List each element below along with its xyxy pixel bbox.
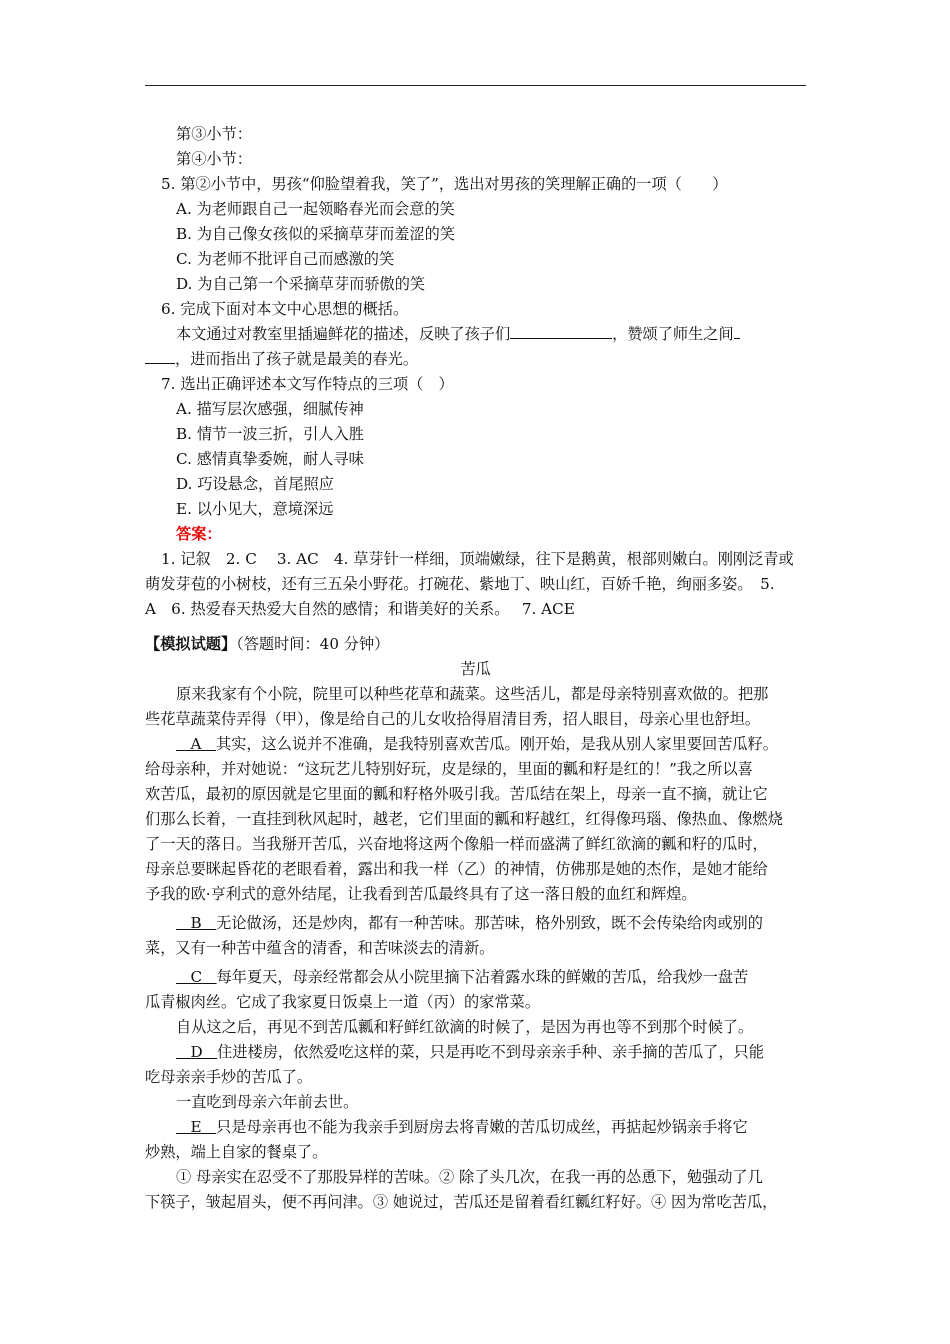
text-line: 第④小节： (176, 150, 252, 168)
paragraph-line: ① 母亲实在忍受不了那股异样的苦味。② 除了头几次，在我一再的怂恿下，勉强动了几 (176, 1168, 763, 1186)
text-line: 第③小节： (176, 125, 252, 143)
q6-text-b: ，赞颂了师生之间 (612, 325, 734, 343)
answer-line: 1. 记叙 2. C 3. AC 4. 草芽针一样细，顶端嫩绿，往下是鹅黄，根部则嫩白。刚刚泛青或 (161, 550, 794, 568)
fill-blank-2-start[interactable] (734, 322, 740, 339)
paragraph-text: 其实，这么说并不准确，是我特别喜欢苦瓜。刚开始，是我从别人家里要回苦瓜籽。 (215, 735, 778, 753)
mock-time: （答题时间：40 分钟） (236, 635, 390, 653)
q7-option-b: B. 情节一波三折，引人入胜 (176, 425, 364, 443)
q7-option-d: D. 巧设悬念，首尾照应 (176, 475, 334, 493)
document-body (145, 122, 806, 1215)
paragraph-line (145, 1115, 806, 1140)
q5-option-b: B. 为自己像女孩似的采摘草芽而羞涩的笑 (176, 225, 456, 243)
question-6-stem: 6. 完成下面对本文中心思想的概括。 (161, 300, 409, 318)
paragraph-text: 每年夏天，母亲经常都会从小院里摘下沾着露水珠的鲜嫩的苦瓜，给我炒一盘苦 (216, 968, 749, 986)
answer-line: A 6. 热爱春天热爱大自然的感情；和谐美好的关系。 7. ACE (145, 600, 575, 618)
paragraph-text: 只是母亲再也不能为我亲手到厨房去将青嫩的苦瓜切成丝，再掂起炒锅亲手将它 (216, 1118, 748, 1136)
paragraph-line: 下筷子，皱起眉头，便不再问津。③ 她说过，苦瓜还是留着看红瓤红籽好。④ 因为常吃苦瓜， (145, 1193, 778, 1211)
paragraph-line: 菜，又有一种苦中蕴含的清香，和苦味淡去的清新。 (145, 939, 495, 957)
answers-label: 答案： (176, 525, 222, 543)
paragraph-line: 母亲总要眯起昏花的老眼看着，露出和我一样（乙）的神情，仿佛那是她的杰作，是她才能给 (145, 860, 768, 878)
q6-line-1 (145, 322, 806, 347)
q5-option-d: D. 为自己第一个采摘草芽而骄傲的笑 (176, 275, 426, 293)
fill-blank-1[interactable] (510, 322, 612, 339)
paragraph-line: 吃母亲亲手炒的苦瓜了。 (145, 1068, 313, 1086)
paragraph-line (145, 732, 806, 757)
question-5-stem: 5. 第②小节中，男孩“仰脸望着我，笑了”，选出对男孩的笑理解正确的一项（ ） (161, 175, 728, 193)
fill-blank-2[interactable] (145, 347, 175, 364)
q6-text-c: ，进而指出了孩子就是最美的春光。 (175, 350, 418, 368)
paragraph-line: 们那么长着，一直挂到秋风起时，越老，它们里面的瓤和籽越红，红得像玛瑙、像热血、像燃烧 (145, 810, 783, 828)
paragraph-line: 给母亲种，并对她说：“这玩艺儿特别好玩，皮是绿的，里面的瓤和籽是红的！”我之所以喜 (145, 760, 753, 778)
q7-option-c: C. 感情真挚委婉，耐人寻味 (176, 450, 364, 468)
paragraph-line: 自从这之后，再见不到苦瓜瓤和籽鲜红欲滴的时候了，是因为再也等不到那个时候了。 (176, 1018, 754, 1036)
paragraph-line (145, 965, 806, 990)
header-rule (145, 85, 806, 86)
paragraph-line: 瓜青椒肉丝。它成了我家夏日饭桌上一道（丙）的家常菜。 (145, 993, 540, 1011)
q5-option-c: C. 为老师不批评自己而感激的笑 (176, 250, 395, 268)
mock-heading (145, 632, 806, 657)
blank-mark-c[interactable]: C (190, 968, 203, 986)
paragraph-text: 住进楼房，依然爱吃这样的菜，只是再吃不到母亲亲手种、亲手摘的苦瓜了，只能 (217, 1043, 764, 1061)
paragraph-line: 一直吃到母亲六年前去世。 (176, 1093, 359, 1111)
paragraph-line: 些花草蔬菜侍弄得（甲），像是给自己的儿女收拾得眉清目秀，招人眼目，母亲心里也舒坦。 (145, 710, 761, 728)
paragraph-line: 原来我家有个小院，院里可以种些花草和蔬菜。这些活儿，都是母亲特别喜欢做的。把那 (176, 685, 769, 703)
paragraph-line: 欢苦瓜，最初的原因就是它里面的瓤和籽格外吸引我。苦瓜结在架上，母亲一直不摘，就让它 (145, 785, 768, 803)
paragraph-text: 无论做汤，还是炒肉，都有一种苦味。那苦味，格外别致，既不会传染给肉或别的 (216, 914, 763, 932)
q6-text-a: 本文通过对教室里插遍鲜花的描述，反映了孩子们 (176, 325, 511, 343)
answer-line: 萌发芽苞的小树枝，还有三五朵小野花。打碗花、紫地丁、映山红，百娇千艳，绚丽多姿。 5. (145, 575, 775, 593)
blank-mark-a[interactable]: A (190, 735, 202, 753)
paragraph-line (145, 1040, 806, 1065)
passage-title: 苦瓜 (460, 660, 491, 678)
blank-mark-e[interactable]: E (190, 1118, 202, 1136)
blank-mark-b[interactable]: B (190, 914, 202, 932)
q6-line-2 (145, 347, 806, 372)
q5-option-a: A. 为老师跟自己一起领略春光而会意的笑 (176, 200, 455, 218)
question-7-stem: 7. 选出正确评述本文写作特点的三项（ ） (161, 375, 454, 393)
q7-option-a: A. 描写层次感强，细腻传神 (176, 400, 364, 418)
paragraph-line: 炒熟，端上自家的餐桌了。 (145, 1143, 328, 1161)
paragraph-line: 予我的欧·亨利式的意外结尾，让我看到苦瓜最终具有了这一落日般的血红和辉煌。 (145, 885, 697, 903)
paragraph-line: 了一天的落日。当我掰开苦瓜，兴奋地将这两个像船一样而盛满了鲜红欲滴的瓤和籽的瓜时， (145, 835, 768, 853)
q7-option-e: E. 以小见大，意境深远 (176, 500, 334, 518)
paragraph-line (145, 911, 806, 936)
mock-label: 【模拟试题】 (145, 635, 237, 653)
blank-mark-d[interactable]: D (190, 1043, 203, 1061)
